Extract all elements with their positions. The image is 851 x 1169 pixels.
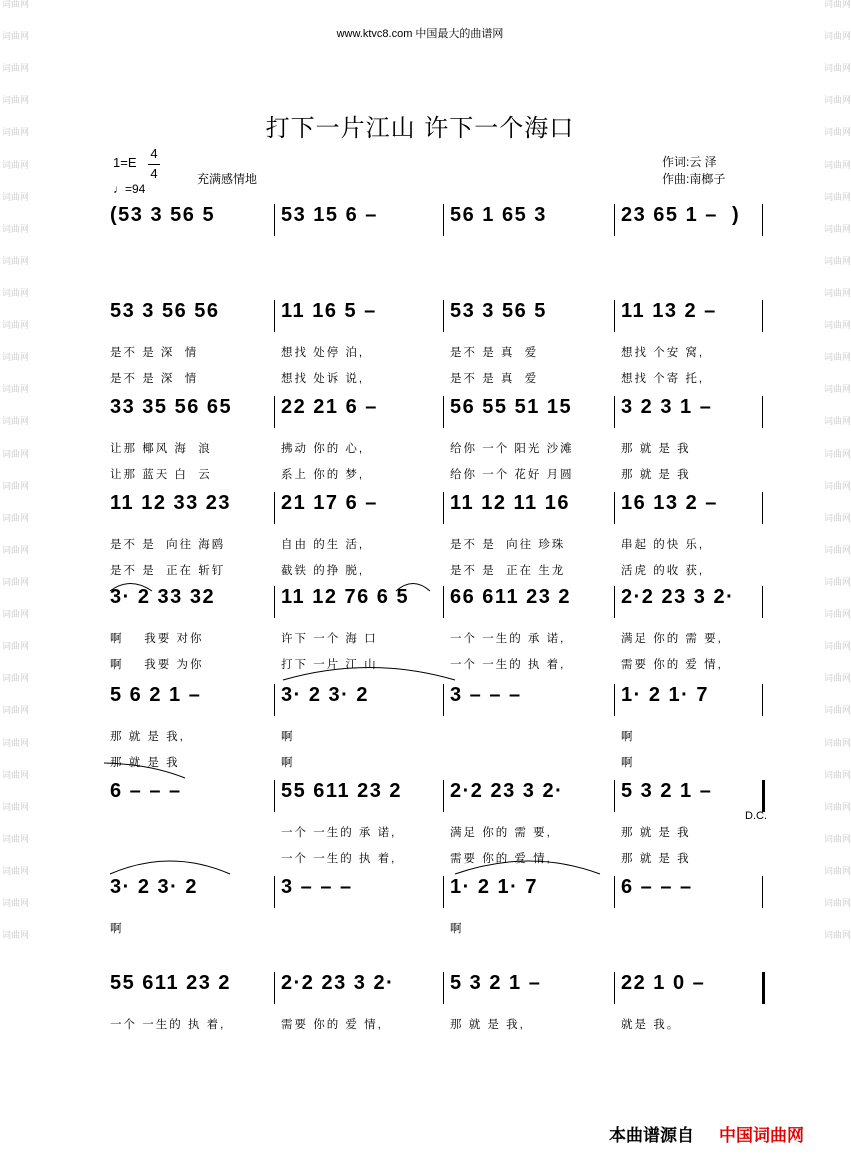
lyric-verse-1: 是不 是 向往 海鸥: [110, 539, 226, 551]
lyric-verse-1: 许下 一个 海 口: [281, 633, 378, 645]
lyric-verse-2: 让那 蓝天 白 云: [110, 469, 212, 481]
measure-notes: 21 17 6 –: [281, 492, 378, 514]
measure-notes: 2·2 23 3 2·: [450, 780, 564, 802]
lyric-verse-1: 一个 一生的 承 诺,: [450, 633, 566, 645]
footer-source: 本曲谱源自: [609, 1126, 694, 1145]
measure-notes: (53 3 56 5: [110, 204, 216, 226]
lyric-verse-1: 那 就 是 我,: [110, 731, 185, 743]
site-line: www.ktvc8.com 中国最大的曲谱网: [336, 28, 504, 40]
measure-notes: 5 3 2 1 –: [621, 780, 713, 802]
lyric-verse-1: 那 就 是 我: [621, 443, 691, 455]
lyric-verse-1: 啊: [110, 923, 124, 935]
dc-mark: D.C.: [745, 810, 767, 822]
lyric-verse-2: 活虎 的收 获,: [621, 565, 705, 577]
measure-notes: 53 3 56 5: [450, 300, 547, 322]
watermark-right: 词曲网 词曲网 词曲网 词曲网 词曲网 词曲网 词曲网 词曲网 词曲网 词曲网 词曲网 词曲网 词曲网 词曲网 词曲网 词曲网 词曲网 词曲网 词曲网 词曲网 词曲网 词曲网 词曲网 词曲网 词曲网 词曲网 词曲网 词曲网 词曲网 词曲网: [824, 0, 851, 942]
measure-notes: 11 13 2 –: [621, 300, 717, 322]
lyric-verse-2: 想找 处诉 说,: [281, 373, 365, 385]
lyric-verse-1: 啊 我要 对你: [110, 633, 204, 645]
measure-notes: 55 611 23 2: [281, 780, 403, 802]
lyric-verse-2: 系上 你的 梦,: [281, 469, 365, 481]
measure-notes: 5 6 2 1 –: [110, 684, 202, 706]
lyric-verse-2: 一个 一生的 执 着,: [281, 853, 397, 865]
measure-notes: 56 55 51 15: [450, 396, 573, 418]
measure-notes: 56 1 65 3: [450, 204, 547, 226]
lyric-verse-1: 让那 椰风 海 浪: [110, 443, 212, 455]
time-sig-top: 4: [150, 146, 158, 161]
measure-notes: 3 – – –: [281, 876, 353, 898]
slur: [396, 584, 430, 592]
measure-notes: 22 21 6 –: [281, 396, 378, 418]
time-sig-bottom: 4: [150, 166, 158, 181]
measure-notes: 3· 2 33 32: [110, 586, 216, 608]
measure-notes: 16 13 2 –: [621, 492, 718, 514]
measure-notes: 3· 2 3· 2: [110, 876, 198, 898]
measure-notes: 2·2 23 3 2·: [621, 586, 735, 608]
measure-notes: 55 611 23 2: [110, 972, 232, 994]
measure-notes: 5 3 2 1 –: [450, 972, 542, 994]
measure-notes: 33 35 56 65: [110, 396, 233, 418]
lyric-verse-1: 需要 你的 爱 情,: [281, 1019, 383, 1031]
lyric-verse-2: 啊: [621, 757, 635, 769]
lyric-verse-2: 打下 一片 江 山: [281, 659, 378, 671]
lyric-verse-2: 那 就 是 我: [110, 757, 180, 769]
measure-notes: 3· 2 3· 2: [281, 684, 369, 706]
measure-notes: 11 12 33 23: [110, 492, 232, 514]
lyric-verse-1: 满足 你的 需 要,: [621, 633, 723, 645]
measure-notes: 3 – – –: [450, 684, 522, 706]
lyric-verse-2: 是不 是 深 情: [110, 373, 199, 385]
slur: [283, 668, 455, 681]
expression-mark: 充满感情地: [197, 172, 258, 186]
lyric-verse-1: 想找 个安 窝,: [621, 347, 705, 359]
measure-notes: 6 – – –: [621, 876, 693, 898]
lyric-verse-1: 满足 你的 需 要,: [450, 827, 552, 839]
lyric-verse-1: 啊: [450, 923, 464, 935]
lyric-verse-1: 一个 一生的 承 诺,: [281, 827, 397, 839]
tempo-mark: ♩=94: [113, 182, 146, 196]
lyric-verse-2: 给你 一个 花好 月圆: [450, 469, 574, 481]
measure-notes: 11 12 11 16: [450, 492, 570, 514]
lyric-verse-1: 串起 的快 乐,: [621, 539, 705, 551]
measure-notes: 22 1 0 –: [621, 972, 706, 994]
slur: [110, 584, 152, 592]
lyric-verse-1: 那 就 是 我: [621, 827, 691, 839]
lyric-verse-2: 是不 是 正在 斩钉: [110, 565, 226, 577]
slur: [455, 861, 600, 874]
measure-notes: 53 3 56 56: [110, 300, 220, 322]
lyric-verse-2: 是不 是 正在 生龙: [450, 565, 566, 577]
lyric-verse-1: 啊: [281, 731, 295, 743]
measure-notes: 11 16 5 –: [281, 300, 377, 322]
measure-notes: 66 611 23 2: [450, 586, 572, 608]
lyric-verse-1: 拂动 你的 心,: [281, 443, 365, 455]
measure-notes: 11 12 76 6 5: [281, 586, 410, 608]
lyric-verse-1: 自由 的生 活,: [281, 539, 365, 551]
lyric-verse-1: 给你 一个 阳光 沙滩: [450, 443, 574, 455]
measure-notes: 1· 2 1· 7: [450, 876, 538, 898]
measure-notes: 53 15 6 –: [281, 204, 378, 226]
lyric-verse-2: 需要 你的 爱 情,: [621, 659, 723, 671]
song-title: 打下一片江山 许下一个海口: [265, 114, 575, 142]
lyric-verse-1: 就是 我。: [621, 1019, 681, 1031]
lyric-verse-1: 是不 是 深 情: [110, 347, 199, 359]
key-signature: 1=E: [113, 155, 137, 170]
lyric-verse-2: 那 就 是 我: [621, 853, 691, 865]
footer-brand: 中国词曲网: [719, 1126, 804, 1145]
lyric-verse-1: 想找 处停 泊,: [281, 347, 365, 359]
lyricist: 作词:云 泽: [662, 155, 717, 169]
measure-notes: 6 – – –: [110, 780, 182, 802]
lyric-verse-1: 那 就 是 我,: [450, 1019, 525, 1031]
measure-notes: 3 2 3 1 –: [621, 396, 713, 418]
composer: 作曲:南榔子: [662, 172, 726, 186]
lyric-verse-2: 啊: [281, 757, 295, 769]
lyric-verse-1: 是不 是 真 爱: [450, 347, 539, 359]
slur: [110, 861, 230, 874]
lyric-verse-2: 需要 你的 爱 情,: [450, 853, 552, 865]
measure-notes: 1· 2 1· 7: [621, 684, 709, 706]
lyric-verse-2: 想找 个寄 托,: [621, 373, 705, 385]
lyric-verse-2: 啊 我要 为你: [110, 659, 204, 671]
lyric-verse-1: 一个 一生的 执 着,: [110, 1019, 226, 1031]
measure-notes: 23 65 1 – ): [621, 204, 741, 226]
measure-notes: 2·2 23 3 2·: [281, 972, 395, 994]
lyric-verse-2: 一个 一生的 执 着,: [450, 659, 566, 671]
lyric-verse-2: 那 就 是 我: [621, 469, 691, 481]
lyric-verse-2: 截铁 的挣 脱,: [281, 565, 365, 577]
lyric-verse-1: 是不 是 向往 珍珠: [450, 539, 566, 551]
slur: [104, 763, 185, 778]
lyric-verse-2: 是不 是 真 爱: [450, 373, 539, 385]
watermark-left: 词曲网 词曲网 词曲网 词曲网 词曲网 词曲网 词曲网 词曲网 词曲网 词曲网 词曲网 词曲网 词曲网 词曲网 词曲网 词曲网 词曲网 词曲网 词曲网 词曲网 词曲网 词曲网 词曲网 词曲网 词曲网 词曲网 词曲网 词曲网 词曲网 词曲网: [2, 0, 30, 942]
lyric-verse-1: 啊: [621, 731, 635, 743]
